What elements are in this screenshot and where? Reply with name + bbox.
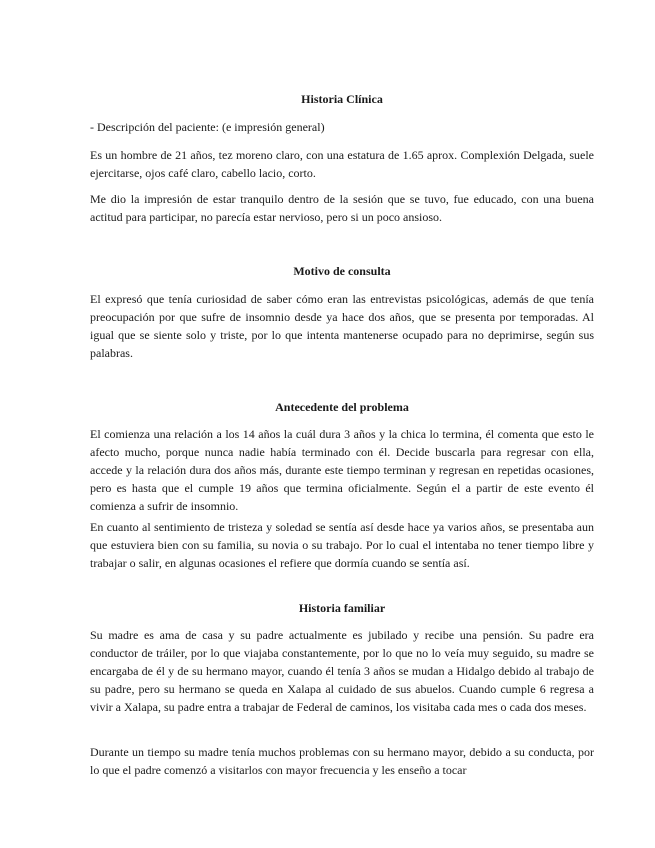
familiar-paragraph-2: Durante un tiempo su madre tenía muchos problemas con su hermano mayor, debido a su conducta, por lo que el padre comenzó a visitarlos con mayor frecuencia y les enseño a tocar	[90, 745, 594, 777]
antecedente-paragraph-2: En cuanto al sentimiento de tristeza y soledad se sentía así desde hace ya varios años, se presentaba aun que estuviera bien con su familia, su novia o su trabajo. Por lo cual el intentaba no tener tiempo libre y trabajar o salir, en algunas ocasiones el refiere que dormía cuando se sentía así.	[90, 520, 594, 570]
motivo-heading: Motivo de consulta	[293, 264, 391, 278]
description-paragraph-2: Me dio la impresión de estar tranquilo dentro de la sesión que se tuvo, fue educado, con una buena actitud para participar, no parecía estar nervioso, pero si un poco ansioso.	[90, 192, 594, 224]
description-label: - Descripción del paciente: (e impresión general)	[90, 120, 325, 134]
page-title: Historia Clínica	[301, 92, 383, 106]
antecedente-heading: Antecedente del problema	[275, 400, 409, 414]
familiar-heading: Historia familiar	[298, 601, 386, 615]
motivo-paragraph: El expresó que tenía curiosidad de saber cómo eran las entrevistas psicológicas, además de que tenía preocupación por que sufre de insomnio desde ya hace dos años, que se presenta por temporadas. Al igual que se siente solo y triste, por lo que intenta mantenerse ocupado para no deprimirse, según sus palabras.	[90, 292, 594, 360]
familiar-paragraph-1: Su madre es ama de casa y su padre actualmente es jubilado y recibe una pensión. Su padre era conductor de tráiler, por lo que viajaba constantemente, por lo que no lo veía muy seguido, su madre se encargaba de él y de su hermano mayor, cuando él tenía 3 años se mudan a Hidalgo debido al trabajo de su padre, pero su hermano se queda en Xalapa al cuidado de sus abuelos. Cuando cumple 6 regresa a vivir a Xalapa, su padre entra a trabajar de Federal de caminos, los visitaba cada mes o cada dos meses.	[90, 628, 594, 714]
antecedente-paragraph-1: El comienza una relación a los 14 años la cuál dura 3 años y la chica lo termina, él comenta que esto le afecto mucho, porque nunca nadie había terminado con él. Decide buscarla para regresar con ella, accede y la relación dura dos años más, durante este tiempo terminan y regresan en repetidas ocasiones, pero es hasta que el cumple 19 años que termina oficialmente. Según el a partir de este evento él comienza a sufrir de insomnio.	[90, 427, 594, 513]
description-paragraph-1: Es un hombre de 21 años, tez moreno claro, con una estatura de 1.65 aprox. Complexión Delgada, suele ejercitarse, ojos café claro, cabello lacio, corto.	[90, 148, 594, 180]
